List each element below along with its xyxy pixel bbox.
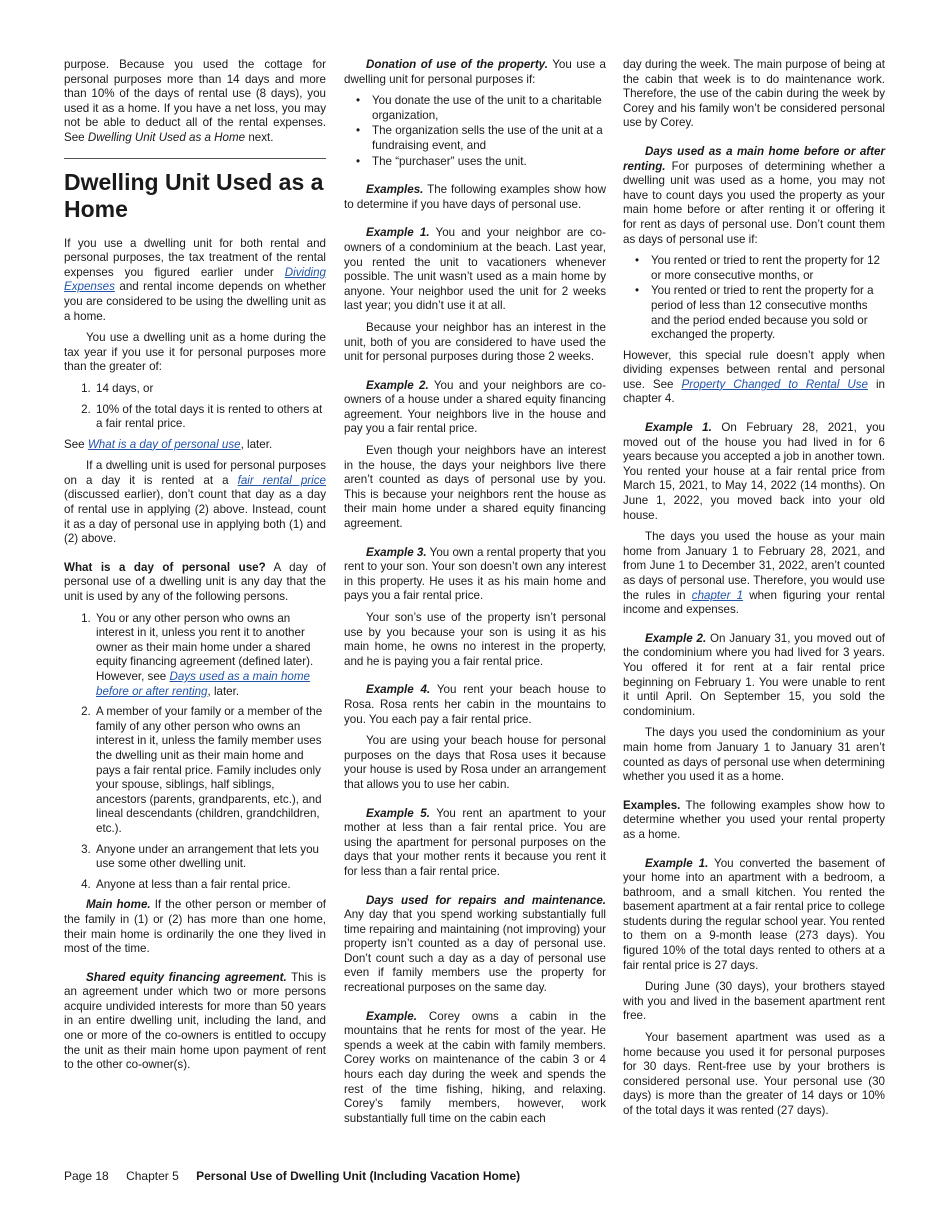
paragraph: purpose. Because you used the cottage for personal purposes more than 14 days and more than 10% of the days of rental use (8 days), you used it as a home. If you have a net loss, you may not be able to deduct all of the rental expenses. See Dwelling Unit Used as a Home next.	[64, 58, 326, 144]
paragraph: Example 5. You rent an apartment to your mother at less than a fair rental price. You are using the apartment for personal purposes on the days that your mother rents it because you rent it for less than a fair rental price.	[344, 806, 606, 878]
chapter-1-link[interactable]: chapter 1	[691, 588, 744, 602]
dividing-expenses-link[interactable]: Dividing Expenses	[64, 265, 326, 294]
page-number: Page 18	[64, 1169, 109, 1183]
list-item: 1. 14 days, or	[94, 382, 326, 397]
subheading: Example.	[366, 1009, 417, 1023]
list-item: 3. Anyone under an arrangement that lets you use some other dwelling unit.	[94, 843, 326, 872]
paragraph: During June (30 days), your brothers stayed with you and lived in the basement apartment rent free.	[623, 980, 885, 1023]
subheading: Example 2.	[645, 631, 707, 645]
paragraph: Example 1. You converted the basement of your home into an apartment with a bedroom, a bathroom, and a small kitchen. You rented the basement apartment at a fair rental price to college students during the regular school year. You rented to them on a 9-month lease (273 days). You figured 10% of the total days rented to others at a fair rental price is 27 days.	[623, 856, 885, 972]
paragraph: If a dwelling unit is used for personal purposes on a day it is rented at a fair rental price (discussed earlier), don’t count that day as a day of rental use in applying (2) above. Instead, count it as a day of personal use in applying both (1) and (2) above.	[64, 459, 326, 546]
paragraph: Shared equity financing agreement. This is an agreement under which two or more persons acquire undivided interests for more than 50 years in an entire dwelling unit, including the land, and one or more of the co-owners is entitled to occupy the unit as their main home upon payment of rent to the other co-owner(s).	[64, 970, 326, 1072]
paragraph: Because your neighbor has an interest in the unit, both of you are considered to have used the unit for personal purposes during those 2 weeks.	[344, 320, 606, 364]
paragraph: The days you used the house as your main home from January 1 to February 28, 2021, and from June 1 to December 31, 2022, aren’t counted as days of personal use. Therefore, you would use the rules in chapter 1 when figuring your rental income and expenses.	[623, 530, 885, 617]
list-item: • You rented or tried to rent the property for a period of less than 12 consecutive months and the period ended because you sold or exchanged the property.	[651, 284, 885, 342]
paragraph: If you use a dwelling unit for both rental and personal purposes, the tax treatment of the rental expenses you figured earlier under Dividing Expenses and rental income depends on whether you are considered to be using the dwelling unit as a home.	[64, 236, 326, 323]
subheading: Example 1.	[366, 226, 430, 240]
column-1	[64, 58, 326, 1080]
subheading: Example 1.	[645, 421, 712, 435]
fair-rental-price-link[interactable]: fair rental price	[237, 473, 326, 487]
paragraph: The days you used the condominium as your main home from January 1 to January 31 aren’t counted as days of personal use when determining whether you used it as a home.	[623, 726, 885, 784]
paragraph: What is a day of personal use? A day of personal use of a dwelling unit is any day that the unit is used by any of the following persons.	[64, 560, 326, 604]
numbered-list	[64, 612, 326, 893]
subheading: Example 3.	[366, 545, 427, 559]
subheading: Example 5.	[366, 806, 430, 820]
subheading: Main home.	[86, 898, 151, 912]
list-item: 2. 10% of the total days it is rented to others at a fair rental price.	[94, 403, 326, 432]
subheading: Donation of use of the property.	[366, 58, 548, 71]
days-main-home-link[interactable]: Days used as a main home before or after renting	[96, 670, 310, 698]
paragraph: Examples. The following examples show how to determine if you have days of personal use.	[344, 183, 606, 211]
list-item: 1. You or any other person who owns an interest in it, unless you rent it to another owner as their main home under a shared equity financing agreement (defined later). However, see Days used as a main home before or after renting, later.	[94, 612, 326, 700]
paragraph: Main home. If the other person or member of the family in (1) or (2) has more than one home, their main home is ordinarily the one they lived in most of the time.	[64, 898, 326, 956]
subheading: Examples.	[366, 183, 424, 197]
subheading: Shared equity financing agreement.	[86, 970, 287, 984]
paragraph: Example 1. On February 28, 2021, you moved out of the house you had lived in for 6 years because you accepted a job in another town. You rented your house at a fair rental price from March 15, 2021, to May 14, 2022 (14 months). On June 1, 2022, you moved back into your old house.	[623, 421, 885, 522]
bullet-list	[344, 94, 606, 169]
personal-use-link[interactable]: What is a day of personal use	[87, 437, 241, 451]
paragraph: Your basement apartment was used as a home because you used it for personal purposes for 30 days. Rent-free use by your brothers is considered personal use. Your personal use (30 days) is more than the greater of 14 days or 10% of the total days it was rented (27 days).	[623, 1031, 885, 1117]
paragraph: However, this special rule doesn’t apply when dividing expenses between rental and personal use. See Property Changed to Rental Use in chapter 4.	[623, 348, 885, 406]
subheading: Example 1.	[645, 856, 709, 870]
subheading: Days used as a main home before or after renting.	[623, 144, 885, 173]
paragraph: You use a dwelling unit as a home during the tax year if you use it for personal purposes more than the greater of:	[64, 331, 326, 374]
paragraph: Example 2. On January 31, you moved out of the condominium where you had lived for 3 years. You offered it for rent at a fair rental price beginning on February 1. You were unable to rent it until April. On September 15, you sold the condominium.	[623, 631, 885, 718]
numbered-list	[64, 382, 326, 432]
list-item: • You rented or tried to rent the property for 12 or more consecutive months, or	[651, 254, 885, 283]
subheading: Examples.	[623, 798, 681, 812]
paragraph: See What is a day of personal use, later.	[64, 437, 273, 451]
paragraph: day during the week. The main purpose of being at the cabin that week is to do maintenance work. Therefore, the use of the cabin during the week by Corey and his family won’t be considered personal use by Corey.	[623, 58, 885, 130]
paragraph: Days used for repairs and maintenance. Any day that you spend working substantially full time repairing and maintaining (not improving) your property isn’t counted as a day of personal use. Don’t count such a day as a day of personal use even if family members use the property for recreational purposes on the same day.	[344, 893, 606, 995]
chapter-title: Personal Use of Dwelling Unit (Including Vacation Home)	[196, 1169, 521, 1183]
subheading: Example 2.	[366, 378, 429, 392]
list-item: • You donate the use of the unit to a charitable organization,	[372, 94, 606, 123]
chapter-label: Chapter 5	[126, 1169, 179, 1183]
list-item: • The “purchaser” uses the unit.	[372, 155, 606, 170]
column-3	[623, 58, 885, 1126]
paragraph: Examples. The following examples show how to determine whether you used your rental property as a home.	[623, 798, 885, 841]
paragraph: Example 2. You and your neighbors are co-owners of a house under a shared equity financing agreement. Your neighbors live in the house and pay you a fair rental price.	[344, 378, 606, 436]
list-item: 2. A member of your family or a member of the family of any other person who owns an interest in it, unless the family member uses the dwelling unit as their main home and pays a fair rental price. Family includes only your spouse, siblings, half siblings, ancestors (parents, grandparents, etc.), and lineal descendants (children, grandchildren, etc.).	[94, 705, 326, 836]
column-2	[344, 58, 606, 1133]
bullet-list	[623, 254, 885, 343]
paragraph: Example 1. You and your neighbor are co-owners of a condominium at the beach. Last year, you rented the unit to vacationers whenever possible. The unit wasn’t used as a main home by anyone. Your neighbor used the unit for 2 weeks last year; you didn’t use it at all.	[344, 226, 606, 313]
paragraph: Donation of use of the property. You use a dwelling unit for personal purposes if:	[344, 58, 606, 86]
paragraph: Your son’s use of the property isn’t personal use by you because your son is using it as his main home, he owns no interest in the property, and he is paying you a fair rental price.	[344, 611, 606, 668]
list-item: 4. Anyone at less than a fair rental price.	[94, 878, 326, 893]
list-item: • The organization sells the use of the unit at a fundraising event, and	[372, 124, 606, 153]
section-heading: Dwelling Unit Used as a Home	[64, 158, 326, 223]
property-changed-link[interactable]: Property Changed to Rental Use	[681, 377, 868, 391]
paragraph: Days used as a main home before or after renting. For purposes of determining whether a dwelling unit was used as a home, you may not have to count days you used the property as your main home before or after renting it or offering it for rent as days of personal use. Don’t count them as days of personal use if:	[623, 144, 885, 246]
paragraph: You are using your beach house for personal purposes on the days that Rosa uses it because your house is used by Rosa under an arrangement that allows you to use her cabin.	[344, 734, 606, 791]
paragraph: Example 3. You own a rental property that you rent to your son. Your son doesn’t own any interest in this property. He uses it as his main home and pays you a fair rental price.	[344, 545, 606, 603]
subheading: Days used for repairs and maintenance.	[366, 893, 606, 907]
paragraph: Example. Corey owns a cabin in the mountains that he rents for most of the year. He spends a week at the cabin with family members. Corey works on maintenance of the cabin 3 or 4 hours each day during the week and spends the rest of the time fishing, hiking, and relaxing. Corey’s family members, however, work substantially full time on the cabin each	[344, 1009, 606, 1125]
paragraph: Even though your neighbors have an interest in the house, the days your neighbors live there aren’t counted as days of personal use by you. This is because your neighbors rent the house as their main home under a shared equity financing agreement.	[344, 444, 606, 531]
subheading: What is a day of personal use?	[64, 560, 266, 574]
paragraph: Example 4. You rent your beach house to Rosa. Rosa rents her cabin in the mountains to you. You each pay a fair rental price.	[344, 683, 606, 726]
page-footer	[64, 1169, 534, 1183]
italic-ref: Dwelling Unit Used as a Home	[87, 130, 246, 144]
subheading: Example 4.	[366, 683, 431, 697]
